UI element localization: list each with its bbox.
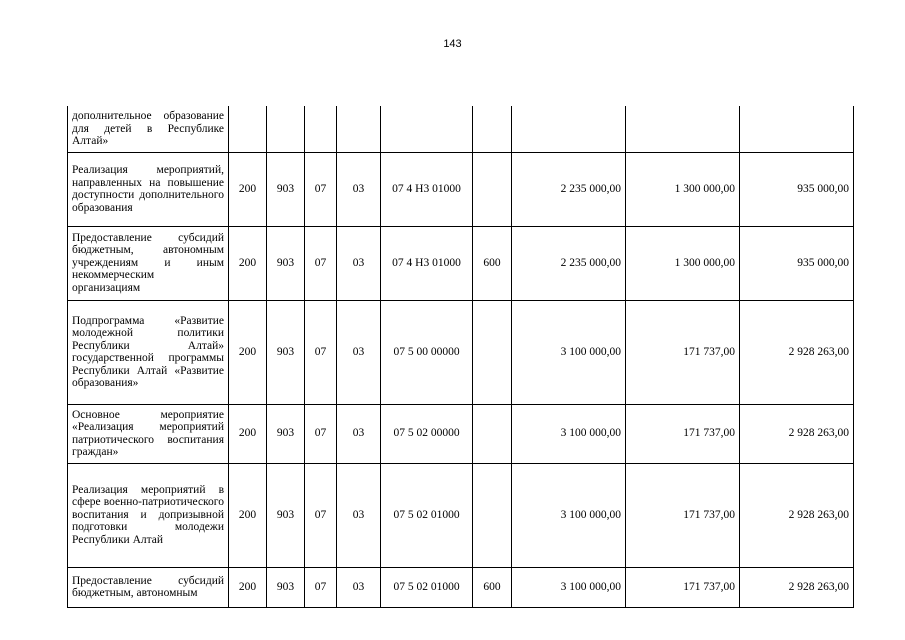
target-article: 07 5 00 00000: [381, 300, 473, 404]
row-name: дополнительное образование для детей в Республике Алтай»: [68, 106, 229, 152]
row-name: Реализация мероприятий, направленных на повышение доступности дополнительного образования: [68, 152, 229, 226]
amount-year-2: 171 737,00: [626, 404, 740, 463]
table-row: [68, 463, 854, 567]
amount-year-3: [740, 106, 854, 152]
section-code: 903: [267, 404, 305, 463]
amount-year-1: 2 235 000,00: [512, 152, 626, 226]
expense-type: [473, 404, 512, 463]
expense-type: 600: [473, 226, 512, 300]
subsection-code: 07: [305, 152, 337, 226]
section-code: 903: [267, 152, 305, 226]
table-row: [68, 226, 854, 300]
target-article: 07 4 Н3 01000: [381, 152, 473, 226]
section-code: 903: [267, 226, 305, 300]
amount-year-2: [626, 106, 740, 152]
target-article: 07 5 02 01000: [381, 463, 473, 567]
table-row: [68, 404, 854, 463]
amount-year-2: 171 737,00: [626, 300, 740, 404]
subsection-code: 07: [305, 226, 337, 300]
amount-year-2: 1 300 000,00: [626, 152, 740, 226]
expense-type: [473, 463, 512, 567]
subsection-code: 07: [305, 463, 337, 567]
amount-year-1: 3 100 000,00: [512, 567, 626, 607]
sub-code: 03: [337, 152, 381, 226]
amount-year-3: 935 000,00: [740, 152, 854, 226]
amount-year-1: 3 100 000,00: [512, 300, 626, 404]
row-name: Предоставление субсидий бюджетным, автономным: [68, 567, 229, 607]
amount-year-2: 1 300 000,00: [626, 226, 740, 300]
subsection-code: [305, 106, 337, 152]
section-code: 903: [267, 567, 305, 607]
table-row: [68, 152, 854, 226]
table-row: [68, 567, 854, 607]
page-number: 143: [443, 38, 462, 50]
amount-year-2: 171 737,00: [626, 463, 740, 567]
target-article: 07 4 Н3 01000: [381, 226, 473, 300]
subsection-code: 07: [305, 300, 337, 404]
amount-year-2: 171 737,00: [626, 567, 740, 607]
sub-code: 03: [337, 404, 381, 463]
target-article: 07 5 02 00000: [381, 404, 473, 463]
target-article: 07 5 02 01000: [381, 567, 473, 607]
amount-year-3: 2 928 263,00: [740, 300, 854, 404]
ved-code: 200: [229, 152, 267, 226]
amount-year-3: 2 928 263,00: [740, 463, 854, 567]
amount-year-3: 2 928 263,00: [740, 404, 854, 463]
ved-code: [229, 106, 267, 152]
amount-year-3: 2 928 263,00: [740, 567, 854, 607]
section-code: 903: [267, 463, 305, 567]
amount-year-1: 3 100 000,00: [512, 404, 626, 463]
ved-code: 200: [229, 226, 267, 300]
sub-code: [337, 106, 381, 152]
budget-table: [67, 106, 854, 608]
target-article: [381, 106, 473, 152]
row-name: Основное мероприятие «Реализация мероприятий патриотического воспитания граждан»: [68, 404, 229, 463]
expense-type: [473, 300, 512, 404]
row-name: Предоставление субсидий бюджетным, автономным учреждениям и иным некоммерческим организациям: [68, 226, 229, 300]
sub-code: 03: [337, 226, 381, 300]
ved-code: 200: [229, 463, 267, 567]
amount-year-1: [512, 106, 626, 152]
ved-code: 200: [229, 404, 267, 463]
section-code: 903: [267, 300, 305, 404]
section-code: [267, 106, 305, 152]
table-row: [68, 300, 854, 404]
amount-year-3: 935 000,00: [740, 226, 854, 300]
ved-code: 200: [229, 567, 267, 607]
subsection-code: 07: [305, 567, 337, 607]
ved-code: 200: [229, 300, 267, 404]
row-name: Подпрограмма «Развитие молодежной политики Республики Алтай» государственной программы Республики Алтай «Развитие образования»: [68, 300, 229, 404]
sub-code: 03: [337, 463, 381, 567]
row-name: Реализация мероприятий в сфере военно-патриотического воспитания и допризывной подготовки молодежи Республики Алтай: [68, 463, 229, 567]
subsection-code: 07: [305, 404, 337, 463]
expense-type: [473, 106, 512, 152]
amount-year-1: 3 100 000,00: [512, 463, 626, 567]
table-row: [68, 106, 854, 152]
sub-code: 03: [337, 300, 381, 404]
amount-year-1: 2 235 000,00: [512, 226, 626, 300]
expense-type: [473, 152, 512, 226]
expense-type: 600: [473, 567, 512, 607]
sub-code: 03: [337, 567, 381, 607]
